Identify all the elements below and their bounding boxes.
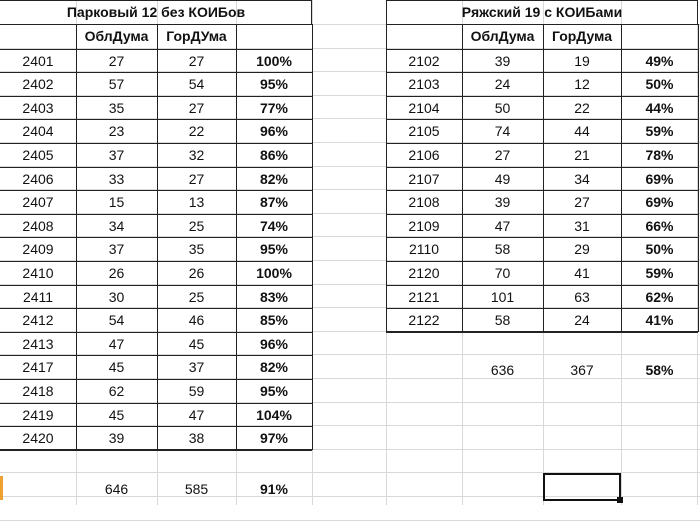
left_table-precinct-number[interactable]: 2420: [22, 430, 54, 447]
right_table-header-2: ГорДума: [551, 28, 613, 44]
row-indicator: [0, 476, 3, 500]
right_table-turnout-ratio[interactable]: 78%: [645, 147, 674, 163]
right_table-turnout-ratio[interactable]: 49%: [645, 52, 674, 69]
left_table-turnout-ratio[interactable]: 87%: [259, 194, 289, 211]
fill-handle[interactable]: [617, 497, 623, 503]
left_table-gorduma-votes[interactable]: 54: [188, 76, 205, 93]
right_table-oblduma-votes[interactable]: 58: [494, 312, 511, 329]
left-table-total-oblduma[interactable]: 646: [104, 481, 129, 497]
left_table-oblduma-votes[interactable]: 35: [108, 99, 125, 116]
left_table-precinct-number[interactable]: 2401: [22, 52, 54, 69]
left_table-precinct-number[interactable]: 2410: [22, 265, 54, 281]
left_table-turnout-ratio[interactable]: 96%: [259, 335, 289, 352]
right_table-oblduma-votes[interactable]: 39: [494, 52, 511, 69]
right_table-precinct-number[interactable]: 2122: [408, 312, 440, 329]
right_table-gorduma-votes[interactable]: 34: [574, 170, 590, 187]
right_table-gorduma-votes[interactable]: 63: [574, 288, 590, 305]
right_table-gorduma-votes[interactable]: 41: [574, 265, 590, 281]
left_table-gorduma-votes[interactable]: 32: [188, 147, 205, 163]
active-cell-selection[interactable]: [543, 473, 621, 501]
left_table-header-1: ОблДума: [84, 28, 149, 44]
left_table-turnout-ratio[interactable]: 100%: [256, 265, 292, 281]
right_table-oblduma-votes[interactable]: 24: [494, 76, 511, 93]
left_table-oblduma-votes[interactable]: 26: [108, 265, 125, 281]
left_table-gorduma-votes[interactable]: 22: [188, 123, 205, 140]
right_table-oblduma-votes[interactable]: 101: [490, 288, 515, 305]
left_table-gorduma-votes[interactable]: 38: [188, 430, 205, 447]
left_table-precinct-number[interactable]: 2418: [22, 383, 54, 399]
left_table-precinct-number[interactable]: 2409: [22, 241, 54, 258]
left_table-turnout-ratio[interactable]: 74%: [259, 217, 289, 234]
left_table-turnout-ratio[interactable]: 97%: [259, 430, 289, 447]
right_table-precinct-number[interactable]: 2109: [408, 217, 440, 234]
right_table-turnout-ratio[interactable]: 66%: [645, 217, 674, 234]
right_table-precinct-number[interactable]: 2108: [408, 194, 440, 211]
left_table-oblduma-votes[interactable]: 23: [108, 123, 125, 140]
left_table-precinct-number[interactable]: 2407: [22, 194, 54, 211]
left_table-gorduma-votes[interactable]: 35: [188, 241, 205, 258]
left_table-gorduma-votes[interactable]: 59: [188, 383, 205, 399]
right_table-turnout-ratio[interactable]: 59%: [645, 265, 674, 281]
right_table-turnout-ratio[interactable]: 59%: [645, 123, 674, 140]
left_table-turnout-ratio[interactable]: 95%: [259, 241, 289, 258]
right_table-oblduma-votes[interactable]: 70: [494, 265, 511, 281]
left_table-oblduma-votes[interactable]: 47: [108, 335, 125, 352]
left_table-precinct-number[interactable]: 2417: [22, 359, 54, 376]
left_table-gorduma-votes[interactable]: 25: [188, 217, 205, 234]
right-table-title: Ряжский 19 с КОИБами: [461, 4, 623, 20]
left_table-oblduma-votes[interactable]: 37: [108, 241, 125, 258]
right_table-precinct-number[interactable]: 2120: [408, 265, 440, 281]
right_table-gorduma-votes[interactable]: 29: [574, 241, 590, 258]
left_table-turnout-ratio[interactable]: 82%: [259, 170, 289, 187]
right_table-oblduma-votes[interactable]: 58: [494, 241, 511, 258]
left_table-precinct-number[interactable]: 2419: [22, 406, 54, 423]
left_table-turnout-ratio[interactable]: 104%: [256, 406, 292, 423]
left_table-oblduma-votes[interactable]: 34: [108, 217, 125, 234]
left_table-oblduma-votes[interactable]: 62: [108, 383, 125, 399]
left_table-oblduma-votes[interactable]: 45: [108, 359, 125, 376]
right_table-precinct-number[interactable]: 2102: [408, 52, 440, 69]
grid-hline: [0, 520, 700, 521]
right_table-gorduma-votes[interactable]: 44: [574, 123, 590, 140]
left_table-oblduma-votes[interactable]: 27: [108, 52, 125, 69]
left_table-turnout-ratio[interactable]: 100%: [256, 52, 292, 69]
right-table-total-ratio[interactable]: 58%: [645, 362, 674, 378]
left_table-precinct-number[interactable]: 2404: [22, 123, 54, 140]
left_table-precinct-number[interactable]: 2402: [22, 76, 54, 93]
left_table-turnout-ratio[interactable]: 86%: [259, 147, 289, 163]
right_table-precinct-number[interactable]: 2104: [408, 99, 440, 116]
right_table-gorduma-votes[interactable]: 24: [574, 312, 590, 329]
right_table-gorduma-votes[interactable]: 19: [574, 52, 590, 69]
left_table-oblduma-votes[interactable]: 15: [108, 194, 125, 211]
left_table-gorduma-votes[interactable]: 47: [188, 406, 205, 423]
right_table-gorduma-votes[interactable]: 31: [574, 217, 590, 234]
right-table-total-gorduma[interactable]: 367: [570, 362, 594, 378]
left-table-total-gorduma[interactable]: 585: [184, 481, 209, 497]
right_table-oblduma-votes[interactable]: 27: [494, 147, 511, 163]
left_table-oblduma-votes[interactable]: 39: [108, 430, 125, 447]
left_table-precinct-number[interactable]: 2405: [22, 147, 54, 163]
left_table-oblduma-votes[interactable]: 30: [108, 288, 125, 305]
left_table-turnout-ratio[interactable]: 82%: [259, 359, 289, 376]
right_table-gorduma-votes[interactable]: 21: [574, 147, 590, 163]
right_table-turnout-ratio[interactable]: 69%: [645, 194, 674, 211]
left_table-precinct-number[interactable]: 2403: [22, 99, 54, 116]
right_table-precinct-number[interactable]: 2107: [408, 170, 440, 187]
left_table-turnout-ratio[interactable]: 96%: [259, 123, 289, 140]
left_table-precinct-number[interactable]: 2413: [22, 335, 54, 352]
left_table-gorduma-votes[interactable]: 27: [188, 52, 205, 69]
left_table-precinct-number[interactable]: 2411: [22, 288, 54, 305]
right_table-turnout-ratio[interactable]: 41%: [645, 312, 674, 329]
left_table-gorduma-votes[interactable]: 25: [188, 288, 205, 305]
left_table-precinct-number[interactable]: 2412: [22, 312, 54, 329]
right_table-turnout-ratio[interactable]: 50%: [645, 76, 674, 93]
left-table-title: Парковый 12 без КОИБов: [66, 4, 246, 20]
right_table-gorduma-votes[interactable]: 22: [574, 99, 590, 116]
left_table-precinct-number[interactable]: 2408: [22, 217, 54, 234]
left_table-oblduma-votes[interactable]: 57: [108, 76, 125, 93]
right_table-turnout-ratio[interactable]: 44%: [645, 99, 674, 116]
right_table-precinct-number[interactable]: 2105: [408, 123, 440, 140]
right-table-total-oblduma[interactable]: 636: [490, 362, 515, 378]
right_table-oblduma-votes[interactable]: 74: [494, 123, 511, 140]
left_table-gorduma-votes[interactable]: 13: [188, 194, 205, 211]
right_table-oblduma-votes[interactable]: 39: [494, 194, 511, 211]
right_table-turnout-ratio[interactable]: 62%: [645, 288, 674, 305]
left_table-turnout-ratio[interactable]: 95%: [259, 76, 289, 93]
left_table-oblduma-votes[interactable]: 45: [108, 406, 125, 423]
left_table-turnout-ratio[interactable]: 85%: [259, 312, 289, 329]
right_table-gorduma-votes[interactable]: 12: [574, 76, 590, 93]
left_table-oblduma-votes[interactable]: 33: [108, 170, 125, 187]
left_table-turnout-ratio[interactable]: 95%: [259, 383, 289, 399]
left_table-oblduma-votes[interactable]: 54: [108, 312, 125, 329]
left_table-header-2: ГорДУма: [166, 28, 227, 44]
left_table-gorduma-votes[interactable]: 27: [188, 170, 205, 187]
right_table-gorduma-votes[interactable]: 27: [574, 194, 590, 211]
right_table-precinct-number[interactable]: 2103: [408, 76, 440, 93]
left_table-gorduma-votes[interactable]: 37: [188, 359, 205, 376]
left_table-turnout-ratio[interactable]: 77%: [259, 99, 289, 116]
right_table-precinct-number[interactable]: 2110: [408, 241, 440, 258]
right_table-header-1: ОблДума: [470, 28, 535, 44]
right_table-turnout-ratio[interactable]: 50%: [645, 241, 674, 258]
left_table-turnout-ratio[interactable]: 83%: [259, 288, 289, 305]
left_table-precinct-number[interactable]: 2406: [22, 170, 54, 187]
right_table-oblduma-votes[interactable]: 49: [494, 170, 511, 187]
right_table-precinct-number[interactable]: 2106: [408, 147, 440, 163]
left_table-gorduma-votes[interactable]: 26: [188, 265, 205, 281]
right_table-turnout-ratio[interactable]: 69%: [645, 170, 674, 187]
right_table-oblduma-votes[interactable]: 47: [494, 217, 511, 234]
left_table-oblduma-votes[interactable]: 37: [108, 147, 125, 163]
left-table-total-ratio[interactable]: 91%: [259, 481, 289, 497]
left_table-gorduma-votes[interactable]: 27: [188, 99, 205, 116]
left_table-gorduma-votes[interactable]: 46: [188, 312, 205, 329]
left_table-gorduma-votes[interactable]: 45: [188, 335, 205, 352]
right_table-precinct-number[interactable]: 2121: [408, 288, 440, 305]
right_table-oblduma-votes[interactable]: 50: [494, 99, 511, 116]
